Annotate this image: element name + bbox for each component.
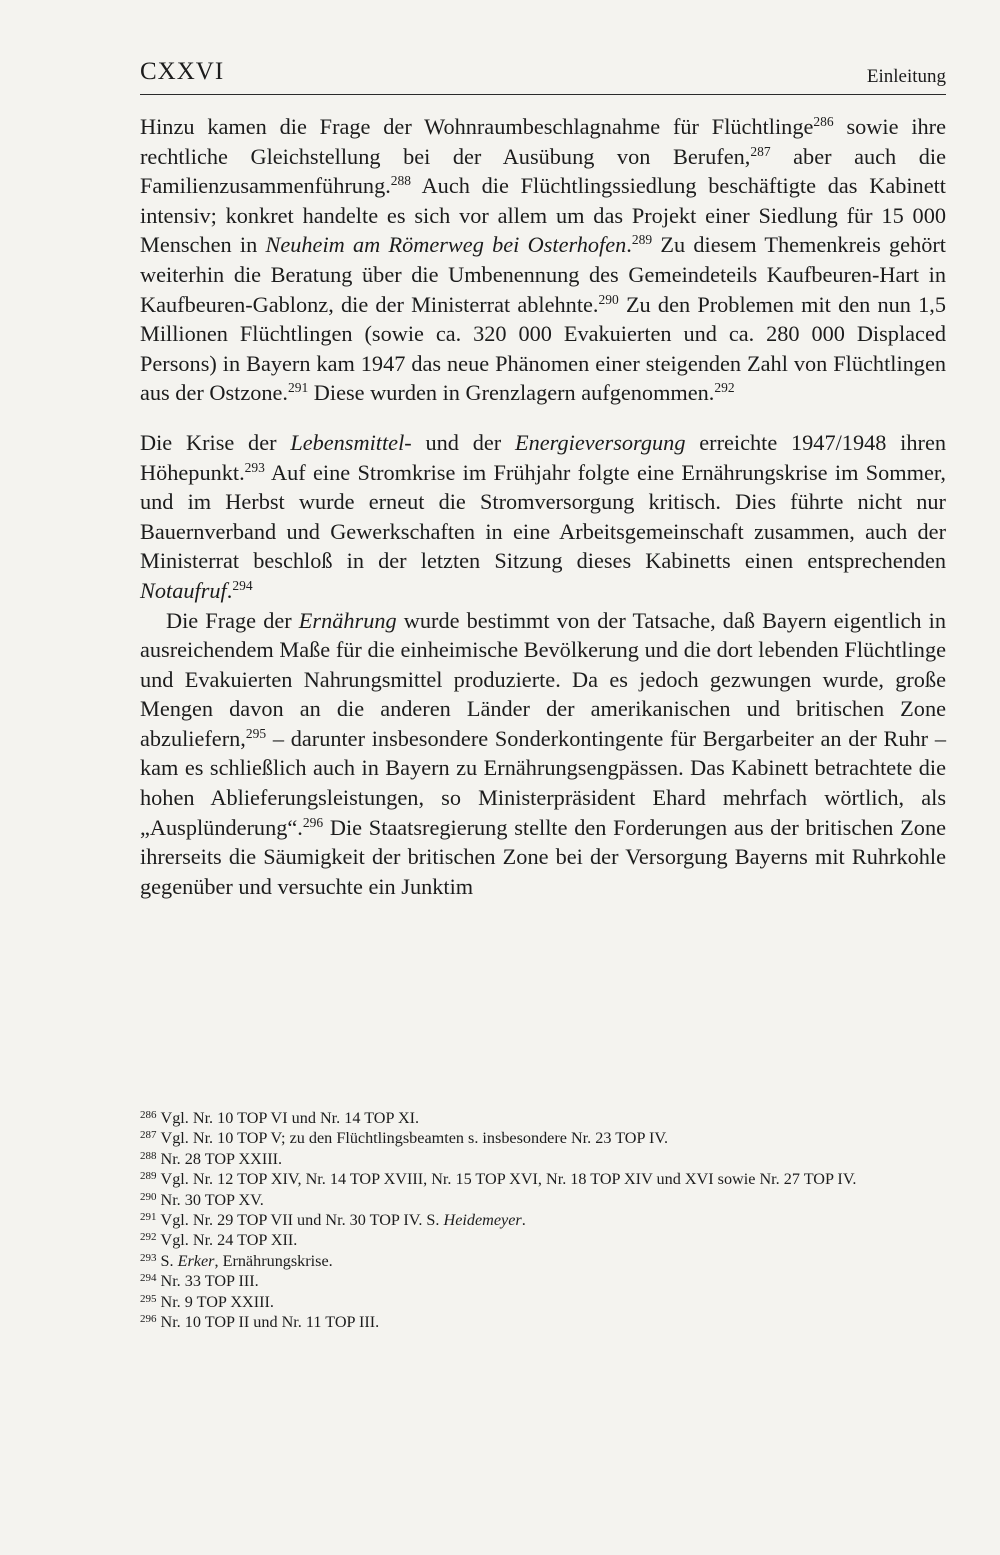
footnote-292: $^{292}$ Vgl. Nr. 24 TOP XII. <box>140 1231 298 1250</box>
footnote-ref: 296 <box>302 814 324 830</box>
footnote-288: $^{288}$ Nr. 28 TOP XXIII. <box>140 1149 283 1168</box>
footnote-ref: 293 <box>244 459 265 475</box>
italic-term: Erker <box>177 1251 215 1270</box>
italic-term: Energieversorgung <box>514 429 686 455</box>
footnote-number: 296 <box>140 1313 157 1326</box>
footnote-ref: 291 <box>287 380 309 396</box>
running-header <box>140 54 946 95</box>
body-text <box>140 112 946 901</box>
footnote-number: 292 <box>140 1231 157 1244</box>
footnote-295: $^{295}$ Nr. 9 TOP XXIII. <box>140 1292 274 1311</box>
footnote-293: $^{293}$ S. Erker, Ernährungskrise. <box>140 1251 333 1270</box>
section-title: Einleitung <box>866 66 946 87</box>
footnote-number: 295 <box>140 1292 157 1305</box>
paragraph-refugees: Hinzu kamen die Frage der Wohnraumbeschlagnahme für Flüchtlinge$^{286}$ sowie ihre rechtliche Gleichstellung bei der Ausübung von Berufen,$^{287}$ aber auch die Familienzusammenführung.$^{288}$ Auch die Flüchtlingssiedlung beschäftigte das Kabinett intensiv; konkret handelte es sich vor allem um das Projekt einer Siedlung für 15 000 Menschen in Neuheim am Römerweg bei Osterhofen.$^{289}$ Zu diesem Themenkreis gehört weiterhin die Beratung über die Umbenennung des Gemeindeteils Kaufbeuren-Hart in Kaufbeuren-Gablonz, die der Ministerrat ablehnte.$^{290}$ Zu den Problemen mit den nun 1,5 Millionen Flüchtlingen (sowie ca. 320 000 Evakuierten und ca. 280 000 Displaced Persons) in Bayern kam 1947 das neue Phänomen einer steigenden Zahl von Flüchtlingen aus der Ostzone.$^{291}$ Diese wurden in Grenzlagern aufgenommen.$^{292}$ <box>140 114 947 406</box>
paragraph-nutrition: Die Frage der Ernährung wurde bestimmt von der Tatsache, daß Bayern eigentlich in ausreichendem Maße für die einheimische Bevölkerung und die dort lebenden Flüchtlinge und Evakuierten Nahrungsmittel produzierte. Da es jedoch gezwungen wurde, große Mengen davon an die anderen Länder der amerikanischen und britischen Zone abzuliefern,$^{295}$ – darunter insbesondere Sonderkontingente für Bergarbeiter an der Ruhr – kam es schließlich auch in Bayern zu Ernährungsengpässen. Das Kabinett betrachtete die hohen Ablieferungsleistungen, so Ministerpräsident Ehard mehrfach wörtlich, als „Ausplünderung“.$^{296}$ Die Staatsregierung stellte den Forderungen aus der britischen Zone ihrerseits die Säumigkeit der britischen Zone bei der Versorgung Bayerns mit Ruhrkohle gegenüber und versuchte ein Junktim <box>140 607 946 899</box>
footnote-296: $^{296}$ Nr. 10 TOP II und Nr. 11 TOP III. <box>140 1313 380 1332</box>
footnote-ref: 287 <box>750 143 771 159</box>
footnote-ref: 286 <box>813 114 834 129</box>
footnote-ref: 290 <box>598 291 619 307</box>
footnote-290: $^{290}$ Nr. 30 TOP XV. <box>140 1190 264 1209</box>
footnote-number: 293 <box>140 1251 157 1264</box>
footnote-291: $^{291}$ Vgl. Nr. 29 TOP VII und Nr. 30 TOP IV. S. Heidemeyer. <box>140 1211 526 1230</box>
footnote-ref: 295 <box>245 725 267 741</box>
footnote-number: 287 <box>140 1129 157 1142</box>
footnote-287: $^{287}$ Vgl. Nr. 10 TOP V; zu den Flüchtlingsbeamten s. insbesondere Nr. 23 TOP IV. <box>140 1129 668 1148</box>
footnote-ref: 288 <box>390 173 412 189</box>
paragraph-supply-crisis: Die Krise der Lebensmittel- und der Energieversorgung erreichte 1947/1948 ihren Höhepunkt.$^{293}$ Auf eine Stromkrise im Frühjahr folgte eine Ernährungskrise im Sommer, und im Herbst wurde erneut die Stromversorgung kritisch. Dies führte nicht nur Bauernverband und Gewerkschaften in eine Arbeitsgemeinschaft zusammen, auch der Ministerrat beschloß in der letzten Sitzung dieses Kabinetts einen entsprechenden Notaufruf.$^{294}$ <box>140 429 946 603</box>
italic-term: Lebensmittel- <box>290 429 412 455</box>
footnote-number: 288 <box>140 1149 157 1162</box>
footnote-number: 289 <box>140 1170 157 1183</box>
page-number: CXXVI <box>140 58 225 85</box>
footnote-number: 286 <box>140 1109 157 1121</box>
footnote-number: 294 <box>140 1272 157 1285</box>
italic-term: Heidemeyer <box>443 1211 522 1230</box>
footnote-294: $^{294}$ Nr. 33 TOP III. <box>140 1272 259 1291</box>
italic-term: Neuheim am Römerweg bei Osterhofen <box>265 232 627 258</box>
italic-term: Ernährung <box>298 607 397 633</box>
footnote-ref: 289 <box>631 232 653 248</box>
italic-term: Notaufruf <box>140 577 227 603</box>
footnote-ref: 294 <box>232 577 253 593</box>
footnote-number: 290 <box>140 1190 157 1203</box>
footnote-286: $^{286}$ Vgl. Nr. 10 TOP VI und Nr. 14 TOP XI. <box>140 1109 420 1127</box>
footnote-ref: 292 <box>714 380 735 396</box>
footnote-number: 291 <box>140 1211 157 1224</box>
footnotes <box>140 1108 950 1332</box>
footnote-289: $^{289}$ Vgl. Nr. 12 TOP XIV, Nr. 14 TOP XVIII, Nr. 15 TOP XVI, Nr. 18 TOP XIV und XVI sowie Nr. 27 TOP IV. <box>140 1170 857 1189</box>
